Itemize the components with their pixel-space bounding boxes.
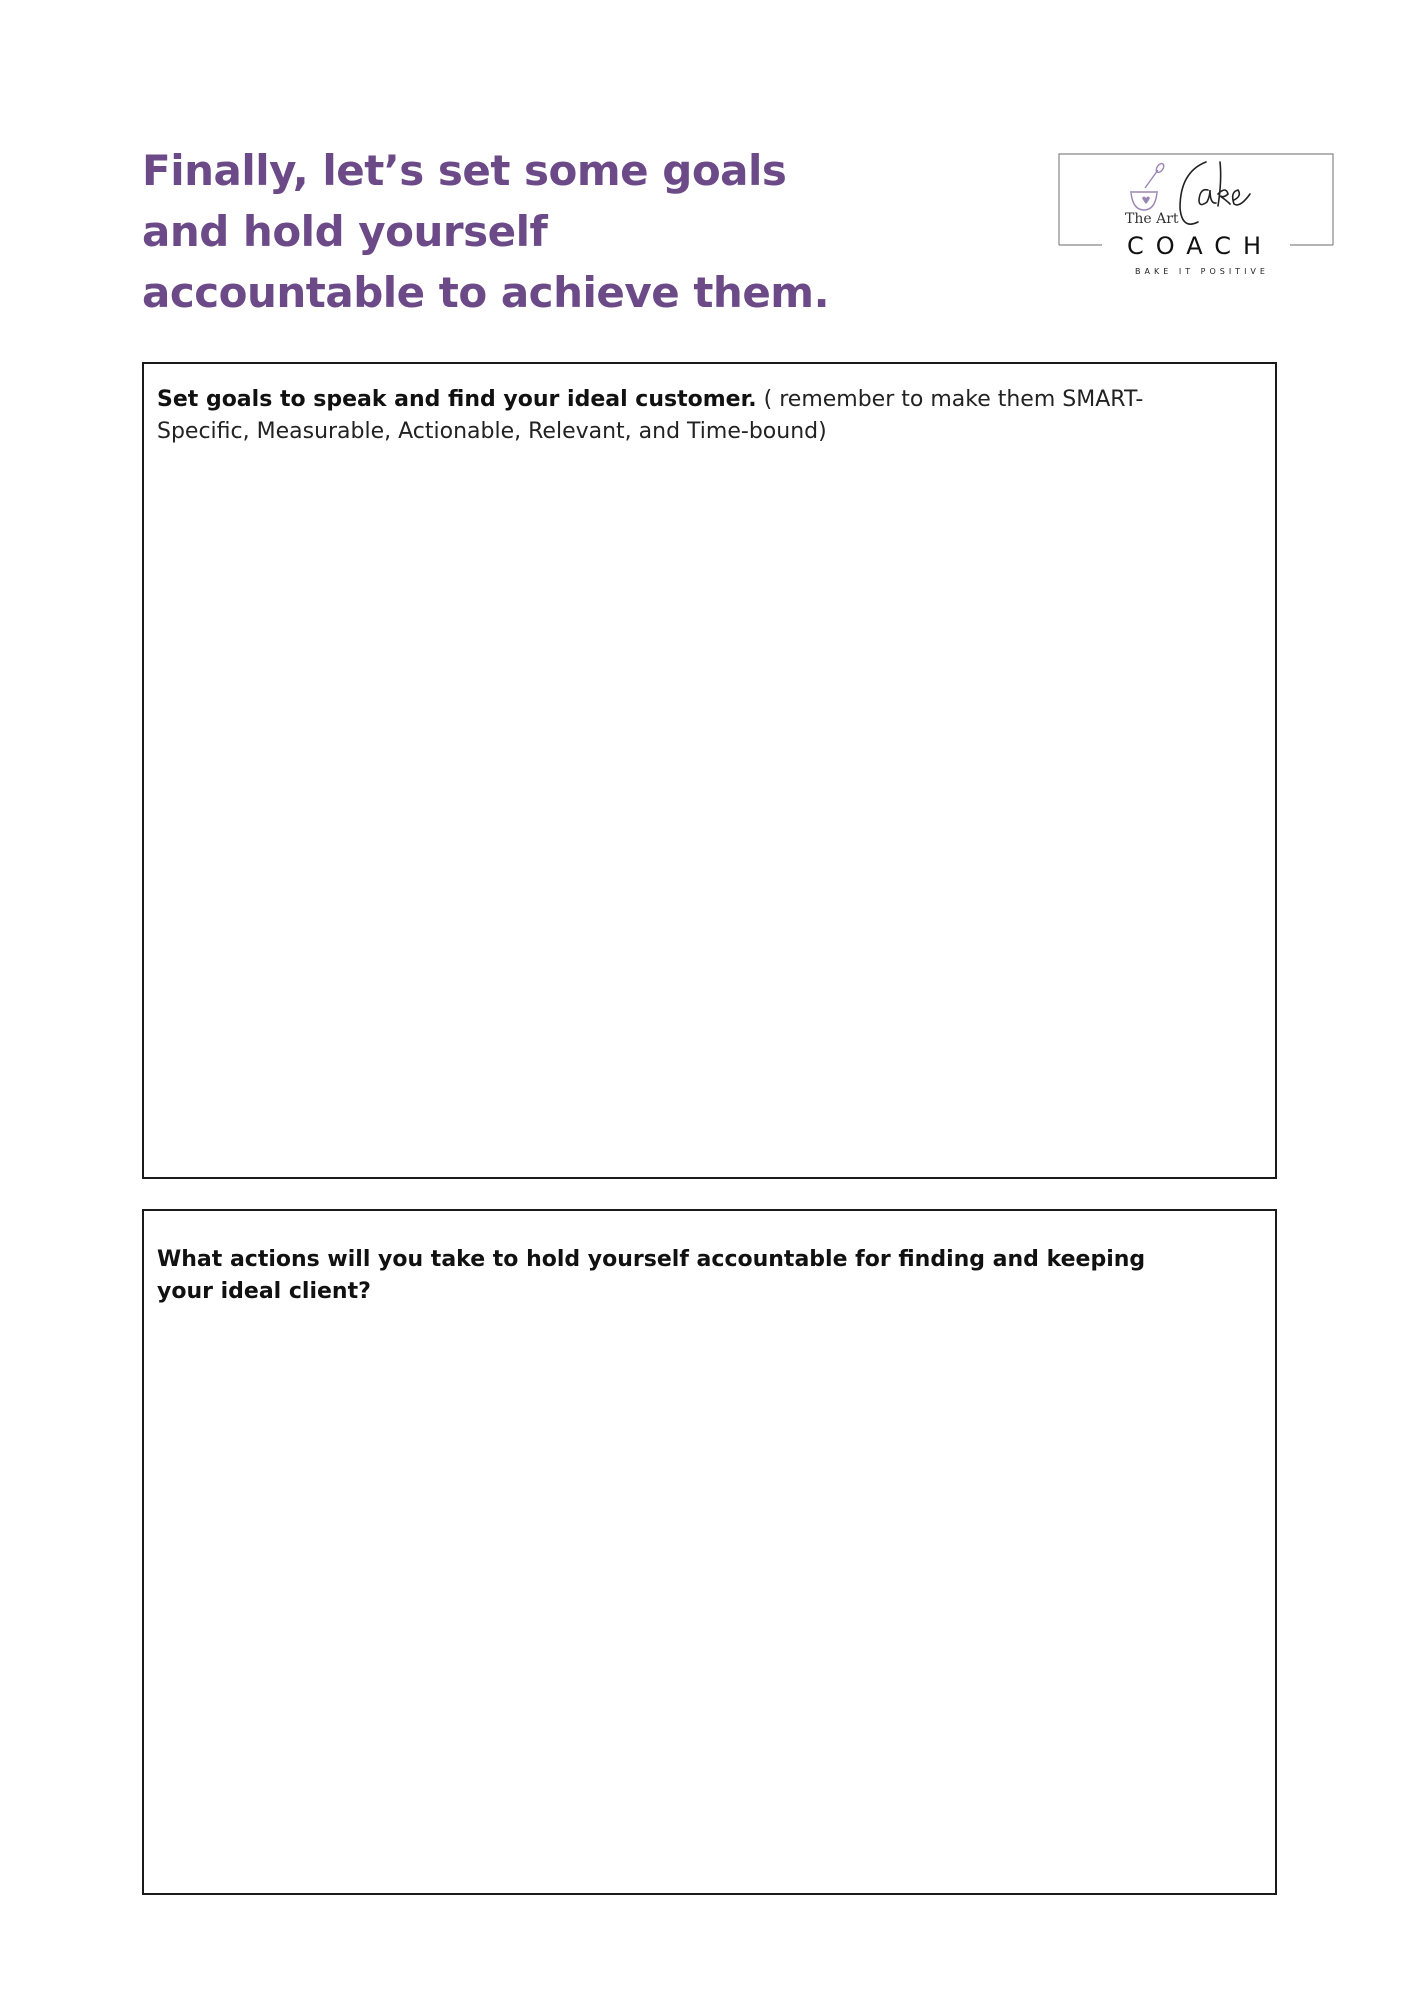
accountability-answer-box[interactable] (142, 1209, 1277, 1895)
logo-main-text: COACH (1126, 232, 1274, 260)
goals-answer-box[interactable] (142, 362, 1277, 1179)
goals-prompt (157, 384, 1205, 448)
cake-script-lettering (1180, 162, 1250, 224)
mixing-bowl-icon (1130, 162, 1165, 210)
title-line-3: accountable to achieve them. (142, 268, 830, 317)
page-title (142, 140, 902, 323)
goals-prompt-bold: Set goals to speak and find your ideal customer. (157, 387, 757, 412)
title-line-1: Finally, let’s set some goals (142, 146, 787, 195)
title-line-2: and hold yourself (142, 207, 548, 256)
logo-tagline: BAKE IT POSITIVE (1135, 267, 1269, 276)
goals-prompt-note: ( remember to make them SMART- Specific, Measurable, Actionable, Relevant, and Time-bound) (157, 387, 1144, 444)
art-cake-coach-logo (1058, 150, 1340, 290)
accountability-prompt (157, 1244, 1205, 1308)
accountability-prompt-bold: What actions will you take to hold yourself accountable for finding and keeping your ideal client? (157, 1247, 1146, 1304)
logo-small-text: The Art (1125, 211, 1179, 227)
